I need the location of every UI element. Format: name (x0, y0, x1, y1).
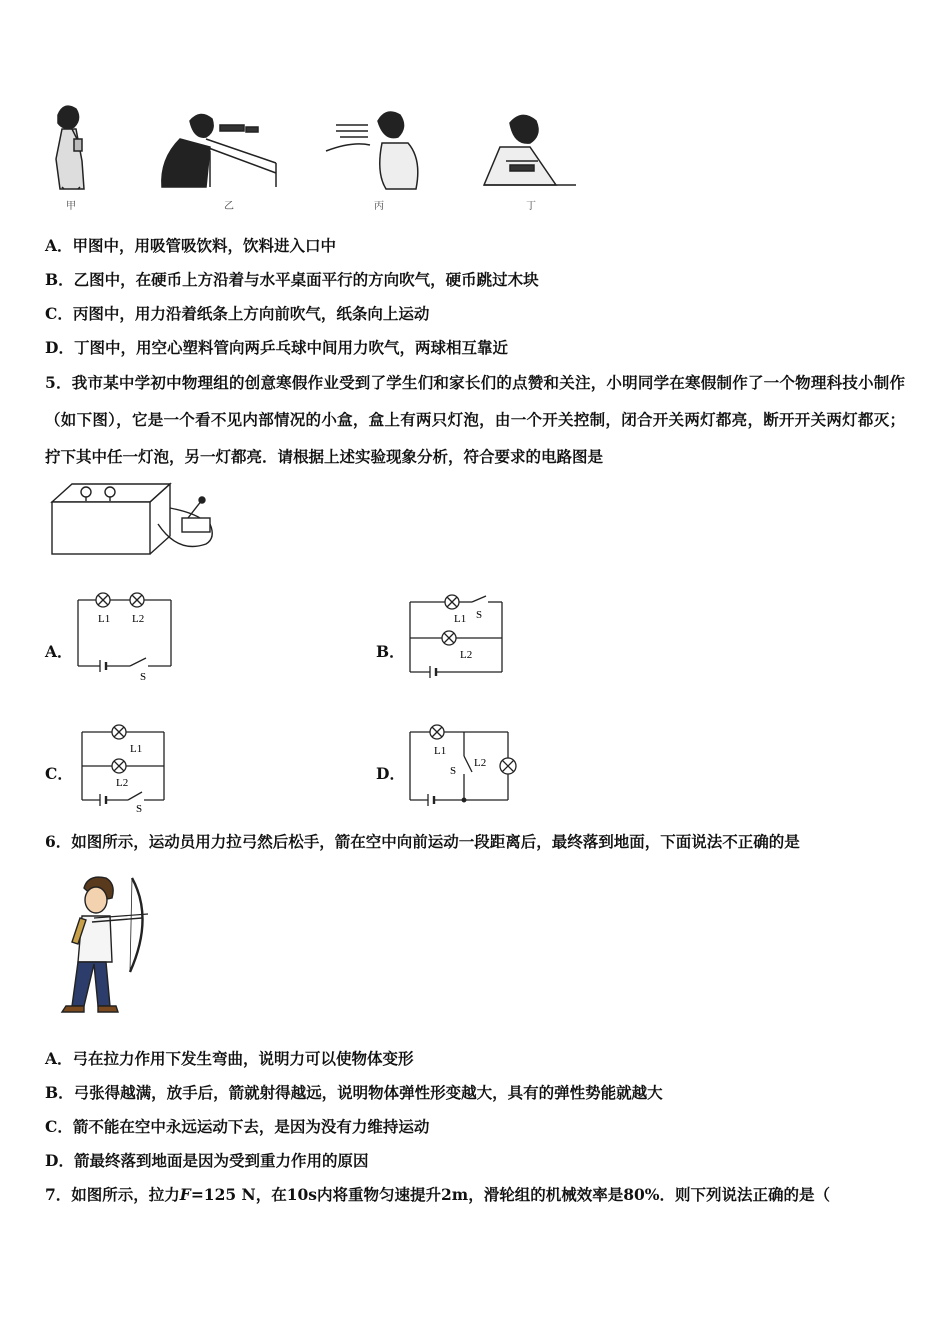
option-text: 甲图中，用吸管吸饮料，饮料进入口中 (72, 236, 337, 255)
q4-option-d (45, 338, 508, 358)
fig-jia-girl (56, 106, 84, 189)
q4-figure (40, 95, 600, 220)
q7-stem (45, 1185, 830, 1205)
circuit-d-diagram (402, 720, 527, 812)
label-s: S (476, 609, 483, 621)
caption-jia: 甲 (66, 201, 76, 212)
circuit-a (70, 590, 180, 680)
label-l1: L1 (454, 613, 467, 625)
circuit-b (402, 592, 512, 684)
q5-stem: 5．我市某中学初中物理组的创意寒假作业受到了学生们和家长们的点赞和关注，小明同学在寒假制作了一个物理科技小制作（如下图），它是一个看不见内部情况的小盒，盒上有两只灯泡，由一个开关控制，闭合开关两灯都亮，断开开关两灯都灭；拧下其中任一灯泡，另一灯都亮．请根据上述实验现象分析，符合要求的电路图是 (45, 373, 905, 466)
caption-ding: 丁 (526, 201, 536, 212)
option-letter: B． (45, 270, 74, 289)
circuit-c (74, 722, 174, 814)
q7-stem-suffix: =125 N，在10s内将重物匀速提升2m，滑轮组的机械效率是80%．则下列说法正确的是（ (190, 1185, 831, 1204)
q7-stem-prefix: 7．如图所示，拉力 (45, 1185, 180, 1204)
fig-ding-pingpong (484, 115, 576, 185)
q6-option-d (45, 1151, 368, 1171)
fig-yi-blow-coin (162, 114, 276, 187)
option-text: 箭不能在空中永远运动下去，是因为没有力维持运动 (72, 1117, 430, 1136)
q5-option-b-label: B． (376, 642, 405, 661)
q5-option-d-label: D． (376, 764, 405, 783)
archer-illustration (54, 872, 154, 1017)
option-text: 弓在拉力作用下发生弯曲，说明力可以使物体变形 (72, 1049, 414, 1068)
option-text: 乙图中，在硬币上方沿着与水平桌面平行的方向吹气，硬币跳过木块 (73, 270, 539, 289)
q6-option-c (45, 1117, 429, 1137)
option-letter: C． (45, 304, 73, 323)
option-text: 箭最终落到地面是因为受到重力作用的原因 (73, 1151, 369, 1170)
label-s: S (450, 765, 457, 777)
q6-archer-figure (54, 872, 154, 1017)
q5-option-c-label: C． (45, 764, 73, 783)
circuit-d (402, 720, 527, 812)
label-l2: L2 (460, 649, 473, 661)
q5-option-a-label: A． (45, 642, 73, 661)
circuit-c-diagram (74, 722, 174, 814)
label-l1: L1 (130, 743, 143, 755)
option-text: 丁图中，用空心塑料管向两乒乓球中间用力吹气，两球相互靠近 (73, 338, 508, 357)
caption-yi: 乙 (224, 201, 234, 212)
caption-bing: 丙 (374, 201, 384, 212)
q6-stem: 6．如图所示，运动员用力拉弓然后松手，箭在空中向前运动一段距离后，最终落到地面，下面说法不正确的是 (45, 832, 800, 851)
q7-force-variable: F (179, 1185, 191, 1204)
label-s: S (136, 803, 143, 814)
option-text: 丙图中，用力沿着纸条上方向前吹气，纸条向上运动 (72, 304, 430, 323)
q5-box-illustration (48, 478, 218, 558)
q4-option-a (45, 236, 336, 256)
q6-option-b (45, 1083, 663, 1103)
label-l2: L2 (132, 613, 145, 625)
option-letter: D． (45, 338, 74, 357)
label-l1: L1 (434, 745, 447, 757)
circuit-b-diagram (402, 592, 512, 684)
circuit-a-diagram (70, 590, 180, 680)
fig-bing-paper-strip (326, 112, 418, 189)
label-l1: L1 (98, 613, 111, 625)
q5-box-figure (48, 478, 218, 558)
option-letter: C． (45, 1117, 73, 1136)
q4-option-c (45, 304, 429, 324)
option-letter: A． (45, 1049, 73, 1068)
option-letter: B． (45, 1083, 74, 1102)
label-l2: L2 (116, 777, 129, 789)
label-l2: L2 (474, 757, 487, 769)
option-letter: A． (45, 236, 73, 255)
label-s: S (140, 671, 147, 680)
q4-illustrations (40, 95, 600, 220)
option-text: 弓张得越满，放手后，箭就射得越远，说明物体弹性形变越大，具有的弹性势能就越大 (73, 1083, 663, 1102)
q4-option-b (45, 270, 539, 290)
q6-option-a (45, 1049, 414, 1069)
option-letter: D． (45, 1151, 74, 1170)
